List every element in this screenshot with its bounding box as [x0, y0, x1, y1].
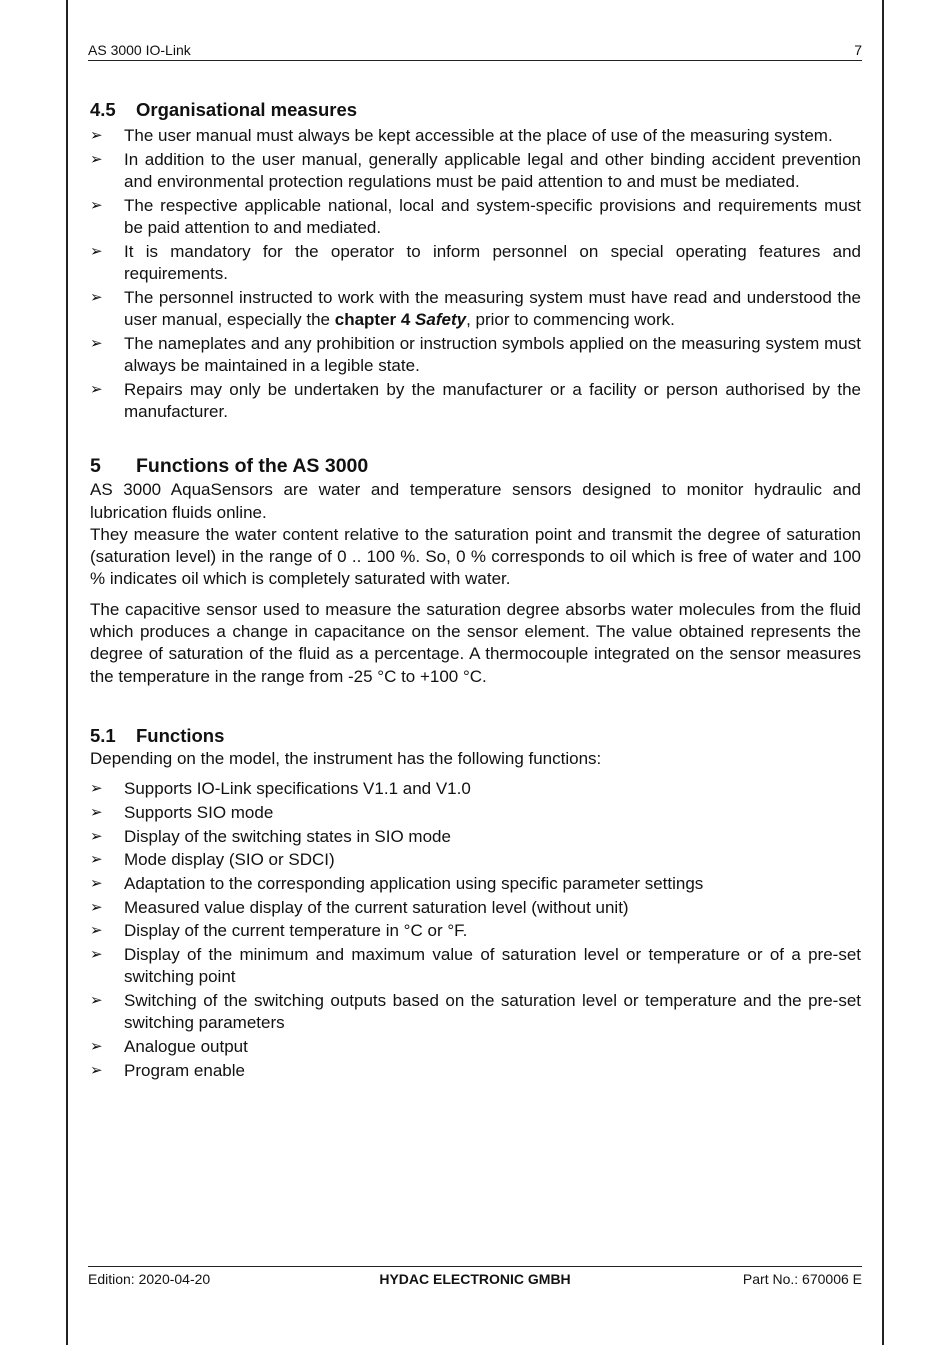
arrow-bullet-icon: ➢ [90, 150, 103, 168]
list-item: ➢ The user manual must always be kept accessible at the place of use of the measuring system. [90, 125, 861, 147]
list-item: ➢ The respective applicable national, local and system-specific provisions and requirements must be paid attention to and mediated. [90, 195, 861, 237]
arrow-bullet-icon: ➢ [90, 1037, 103, 1055]
section-number: 5.1 [90, 724, 116, 746]
list-item: ➢ Program enable [90, 1060, 861, 1082]
section-4-5-heading [90, 98, 861, 122]
list-item: ➢ Mode display (SIO or SDCI) [90, 849, 861, 871]
list-item: ➢ In addition to the user manual, generally applicable legal and other binding accident prevention and environmental protection regulations must be paid attention to and must be mediated. [90, 149, 861, 191]
arrow-bullet-icon: ➢ [90, 1061, 103, 1079]
paragraph: The capacitive sensor used to measure the saturation degree absorbs water molecules from the fluid which produces a change in capacitance on the sensor element. The value obtained represents the degree of saturation of the fluid as a percentage. A thermocouple integrated on the sensor measures the temperature in the range from -25 °C to +100 °C. [90, 599, 861, 686]
arrow-bullet-icon: ➢ [90, 898, 103, 916]
section-title: Functions of the AS 3000 [136, 455, 369, 478]
list-item: ➢ The nameplates and any prohibition or instruction symbols applied on the measuring system must always be maintained in a legible state. [90, 333, 861, 375]
arrow-bullet-icon: ➢ [90, 945, 103, 963]
section-title: Organisational measures [136, 99, 358, 120]
list-item: ➢ Adaptation to the corresponding application using specific parameter settings [90, 873, 861, 895]
arrow-bullet-icon: ➢ [90, 803, 103, 821]
section-title: Functions [136, 724, 225, 746]
list-item: ➢ Measured value display of the current saturation level (without unit) [90, 897, 861, 919]
organisational-measures-list [90, 125, 861, 423]
paragraph: Depending on the model, the instrument has the following functions: [90, 748, 602, 768]
list-item: ➢ Switching of the switching outputs based on the saturation level or temperature and the pre-set switching parameters [90, 990, 861, 1033]
arrow-bullet-icon: ➢ [90, 851, 103, 869]
list-item: ➢ Supports SIO mode [90, 802, 861, 824]
list-item: ➢ Display of the current temperature in °C or °F. [90, 920, 861, 942]
arrow-bullet-icon: ➢ [90, 242, 103, 260]
list-item: ➢ Display of the switching states in SIO mode [90, 826, 861, 848]
chapter-reference-title: Safety [415, 309, 467, 329]
arrow-bullet-icon: ➢ [90, 991, 103, 1009]
list-item: ➢ Supports IO-Link specifications V1.1 and V1.0 [90, 778, 861, 800]
paragraph: They measure the water content relative to the saturation point and transmit the degree of saturation (saturation level) in the range of 0 .. 100 %. So, 0 % corresponds to oil which is free of water and 100 % indicates oil which is completely saturated with water. [90, 524, 861, 589]
list-item: ➢ The personnel instructed to work with the measuring system must have read and understood the user manual, especially the chapter 4 Safety, prior to commencing work. [90, 287, 861, 329]
page-header [88, 40, 862, 61]
list-item: ➢ It is mandatory for the operator to inform personnel on special operating features and requirements. [90, 241, 861, 283]
arrow-bullet-icon: ➢ [90, 874, 103, 892]
chapter-reference: chapter 4 [334, 309, 416, 329]
list-item: ➢ Repairs may only be undertaken by the manufacturer or a facility or person authorised by the manufacturer. [90, 379, 861, 421]
arrow-bullet-icon: ➢ [90, 196, 103, 214]
arrow-bullet-icon: ➢ [90, 334, 103, 352]
arrow-bullet-icon: ➢ [90, 922, 103, 940]
functions-list [90, 778, 861, 1082]
company-name: HYDAC ELECTRONIC GMBH [379, 1271, 571, 1287]
list-item: ➢ Display of the minimum and maximum value of saturation level or temperature or of a pre-set switching point [90, 944, 861, 987]
section-number: 5 [90, 455, 101, 478]
arrow-bullet-icon: ➢ [90, 827, 103, 845]
page-number: 7 [854, 42, 862, 58]
paragraph: AS 3000 AquaSensors are water and temperature sensors designed to monitor hydraulic and lubrication fluids online. [90, 480, 861, 522]
arrow-bullet-icon: ➢ [90, 380, 103, 398]
page-body [90, 98, 861, 1083]
section-number: 4.5 [90, 99, 116, 120]
arrow-bullet-icon: ➢ [90, 780, 103, 798]
section-5-1-heading [90, 724, 861, 748]
page-footer [88, 1266, 862, 1289]
part-number: Part No.: 670006 E [742, 1271, 862, 1287]
arrow-bullet-icon: ➢ [90, 127, 103, 144]
right-margin-rule [882, 0, 884, 1345]
edition-date: Edition: 2020-04-20 [88, 1271, 211, 1287]
list-item: ➢ Analogue output [90, 1036, 861, 1058]
left-margin-rule [66, 0, 68, 1345]
arrow-bullet-icon: ➢ [90, 288, 103, 306]
header-title: AS 3000 IO-Link [88, 42, 191, 58]
section-5-heading [90, 453, 861, 479]
